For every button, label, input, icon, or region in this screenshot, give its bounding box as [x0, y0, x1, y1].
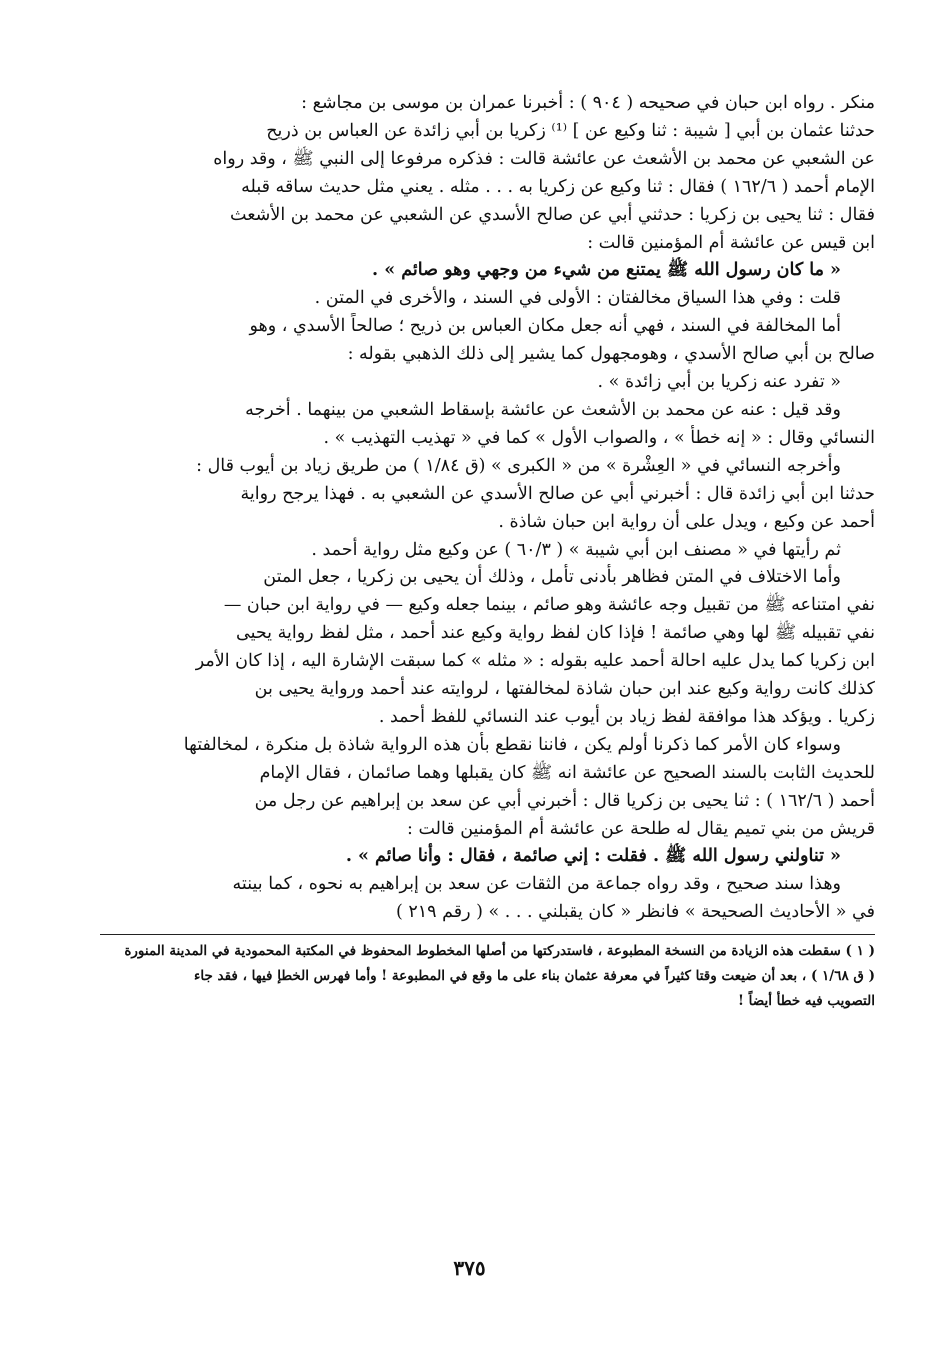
text-line: ابن قيس عن عائشة أم المؤمنين قالت :	[587, 232, 875, 253]
text-line: عن الشعبي عن محمد بن الأشعث عن عائشة قالت : فذكره مرفوعا إلى النبي ﷺ ، وقد رواه	[213, 148, 875, 169]
footnote-line: ( ق ١/٦٨ ) ، بعد أن ضيعت وقتا كثيراً في معرفة عثمان بناء على ما وقع في المطبوعة ! وأما فهرس الخطإ فيها ، فقد جاء	[194, 968, 875, 985]
page-number: ٣٧٥	[453, 1256, 486, 1280]
main-text	[100, 90, 875, 927]
text-line: قلت : وفي هذا السياق مخالفتان : الأولى في السند ، والأخرى في المتن .	[314, 288, 841, 309]
text-line: ثم رأيتها في « مصنف ابن أبي شيبة » ( ٦٠/٣ ) عن وكيع مثل رواية أحمد .	[311, 539, 841, 560]
footnotes	[100, 939, 875, 1014]
text-line: ابن زكريا كما يدل عليه احالة أحمد عليه بقوله : « مثله » كما سبقت الإشارة اليه ، إذا كان الأمر	[195, 651, 875, 672]
text-line: وأخرجه النسائي في « العِشْرة » من « الكبرى » (ق ١/٨٤ ) من طريق زياد بن أيوب قال :	[196, 455, 841, 476]
text-line: نفي تقبيله ﷺ لها وهي صائمة ! فإذا كان لفظ رواية وكيع عند أحمد ، مثل لفظ رواية يحيى	[236, 623, 875, 644]
footnote-separator	[100, 934, 875, 935]
text-line: صالح بن أبي صالح الأسدي ، وهومجهول كما يشير إلى ذلك الذهبي بقوله :	[347, 344, 875, 365]
text-line: منكر . رواه ابن حبان في صحيحه ( ٩٠٤ ) : أخبرنا عمران بن موسى بن مجاشع :	[301, 93, 875, 113]
text-line: « تفرد عنه زكريا بن أبي زائدة » .	[597, 372, 841, 393]
text-line: أما المخالفة في السند ، فهي أنه جعل مكان العباس بن ذريح ؛ صالحاً الأسدي ، وهو	[249, 316, 841, 337]
text-line: وهذا سند صحيح ، وقد رواه جماعة من الثقات عن سعد بن إبراهيم به نحوه ، كما بينته	[232, 874, 841, 895]
text-line: أحمد عن وكيع ، ويدل على أن رواية ابن حبان شاذة .	[498, 511, 875, 532]
text-line: حدثنا ابن أبي زائدة قال : أخبرني أبي عن صالح الأسدي عن الشعبي به . فهذا يرجح رواية	[240, 483, 875, 504]
text-line: كذلك كانت رواية وكيع عند ابن حبان شاذة لمخالفتها ، لروايته عند أحمد ورواية يحيى بن	[254, 679, 875, 700]
text-line: « ما كان رسول الله ﷺ يمتنع من شيء من وجهي وهو صائم » .	[372, 260, 841, 281]
text-line: الإمام أحمد ( ١٦٢/٦ ) فقال : ثنا وكيع عن زكريا به . . . مثله . يعني مثل حديث ساقه قبله	[241, 176, 875, 197]
text-line: زكريا . ويؤكد هذا موافقة لفظ زياد بن أيوب عند النسائي للفظ أحمد .	[378, 706, 875, 727]
text-line: النسائي وقال : « إنه خطأ » ، والصواب الأول » كما في « تهذيب التهذيب » .	[323, 427, 875, 448]
text-line: « تناولني رسول الله ﷺ . فقلت : إني صائمة ، فقال : وأنا صائم » .	[345, 846, 841, 867]
text-line: للحديث الثابت بالسند الصحيح عن عائشة انه ﷺ كان يقبلها وهما صائمان ، فقال الإمام	[259, 762, 875, 783]
text-line: قريش من بني تميم يقال له طلحة عن عائشة أم المؤمنين قالت :	[406, 818, 875, 839]
text-line: وقد قيل : عنه عن محمد بن الأشعث عن عائشة بإسقاط الشعبي من بينهما . أخرجه	[245, 399, 841, 420]
text-line: فقال : ثنا يحيى بن زكريا : حدثني أبي عن صالح الأسدي عن الشعبي عن محمد بن الأشعث	[230, 204, 875, 225]
text-line: نفي امتناعه ﷺ من تقبيل وجه عائشة وهو صائم ، بينما جعله وكيع — في رواية ابن حبان —	[223, 595, 875, 616]
text-line: أحمد ( ١٦٢/٦ ) : ثنا يحيى بن زكريا قال : أخبرني أبي عن سعد بن إبراهيم عن رجل من	[254, 790, 875, 811]
text-line: حدثنا عثمان بن أبي [ شيبة : ثنا وكيع عن ] ⁽¹⁾ زكريا بن أبي زائدة عن العباس بن ذريح	[266, 120, 875, 141]
text-line: وأما الاختلاف في المتن فظاهر بأدنى تأمل ، وذلك أن يحيى بن زكريا ، جعل المتن	[263, 567, 841, 588]
footnote-line: ( ١ ) سقطت هذه الزيادة من النسخة المطبوعة ، فاستدركتها من أصلها المخطوط المحفوظ في المكتبة المحمودية في المدينة المنورة	[124, 943, 875, 960]
page-text	[100, 90, 875, 1014]
text-line: في « الأحاديث الصحيحة » فانظر « كان يقبلني . . . » ( رقم ٢١٩ )	[395, 902, 875, 923]
text-line: وسواء كان الأمر كما ذكرنا أولم يكن ، فاننا نقطع بأن هذه الرواية شاذة بل منكرة ، لمخالفتها	[183, 734, 841, 755]
footnote-line: التصويب فيه خطأ أيضاً !	[738, 993, 875, 1010]
